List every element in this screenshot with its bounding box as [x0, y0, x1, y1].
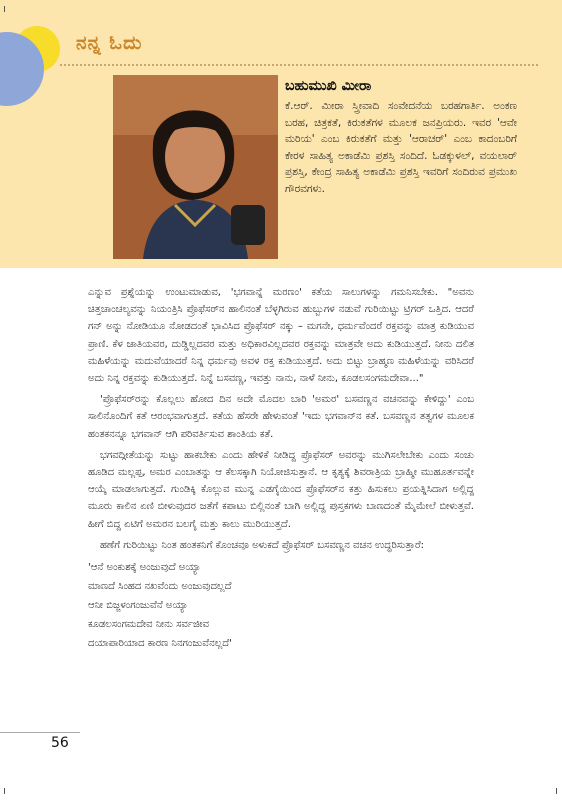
poem-line: ಮಾಣದೆ ಸಿಂಹದ ನಖವೆಂದು ಅಂಜುವುದಲ್ಲದೆ — [88, 581, 232, 593]
poem-line: ಕೂಡಲಸಂಗಮದೇವ ನೀನು ಸರ್ವಜೀವ — [88, 619, 210, 631]
vachana-poem — [88, 558, 474, 653]
portrait-icon — [113, 75, 278, 259]
poem-line: ದಯಾಪಾರಿಯಾದ ಕಾರಣ ನಿನಗಂಜುವೆನಲ್ಲದೆ' — [88, 638, 232, 650]
dotted-divider — [60, 64, 538, 66]
paragraph-1: ಎನ್ನುವ ಪ್ರಶ್ನೆಯನ್ನು ಉಂಟುಮಾಡುವ, 'ಭಗವಾನ್ನೆ ಮರಣಂ' ಕತೆಯ ಸಾಲುಗಳನ್ನು ಗಮನಿಸಬೇಕು. "ಅವನು ಚಿತ್ತಚಾಂಚಲ್ಯವನ್ನು ನಿಯಂತ್ರಿಸಿ ಪ್ರೊಫೆಸರ್‌ನ ಹಾಲಿನಂತೆ ಬೆಳ್ಳಗಿರುವ ಹುಬ್ಬುಗಳ ನಡುವೆ ಗುರಿಯಿಟ್ಟು ಟ್ರಿಗರ್ ಒತ್ತಿದ. ಆದರೆ ಗನ್ ಅನ್ನು ನೋಡಿಯೂ ನೋಡದಂತೆ ಭಾವಿಸಿದ ಪ್ರೊಫೆಸರ್ ನಕ್ಕು – ಮಗನೇ, ಧರ್ಮವೆಂದರೆ ರಕ್ತವನ್ನು ಮಾತ್ರ ಕುಡಿಯುವ ಪ್ರಾಣಿ. ಕೆಳ ಜಾತಿಯವರ, ದುಡ್ಡಿಲ್ಲದವರ ಮತ್ತು ಅಧಿಕಾರವಿಲ್ಲದವರ ರಕ್ತವನ್ನು ಮಾತ್ರವೇ ಅದು ಕುಡಿಯುತ್ತದೆ. ನೀನು ದಲಿತ ಮಹಿಳೆಯನ್ನು ಮದುವೆಯಾದರೆ ನಿನ್ನ ಧರ್ಮವು ಅವಳ ರಕ್ತ ಕುಡಿಯುತ್ತದೆ. ಅದು ಬಿಟ್ಟು ಬ್ರಾಹ್ಮಣ ಮಹಿಳೆಯನ್ನು ವರಿಸಿದರೆ ಅದು ನಿನ್ನ ರಕ್ತವನ್ನು ಕುಡಿಯುತ್ತದೆ. ನಿನ್ನೆ ಬಸವಣ್ಣ, ಇವತ್ತು ನಾನು, ನಾಳೆ ನೀನು, ಕೂಡಲಸಂಗಮದೇವಾ..." — [88, 287, 474, 385]
profile-bio: ಕೆ.ಆರ್. ಮೀರಾ ಸ್ತ್ರೀವಾದಿ ಸಂವೇದನೆಯ ಬರಹಗಾರ್ತಿ. ಅಂಕಣ ಬರಹ, ಚಿತ್ರಕತೆ, ಕಿರುಕತೆಗಳ ಮೂಲಕ ಜನಪ್ರಿಯರು. ಇವರ 'ಆವೇ ಮರಿಯ' ಎಂಬ ಕಿರುಕತೆಗೆ ಮತ್ತು 'ಆರಾಚರ್' ಎಂಬ ಕಾದಂಬರಿಗೆ ಕೇರಳ ಸಾಹಿತ್ಯ ಅಕಾಡೆಮಿ ಪ್ರಶಸ್ತಿ ಸಂದಿದೆ. ಓಡಕ್ಕುಳಲ್, ವಯಲಾರ್ ಪ್ರಶಸ್ತಿ, ಕೇಂದ್ರ ಸಾಹಿತ್ಯ ಅಕಾಡೆಮಿ ಪ್ರಶಸ್ತಿ ಇವರಿಗೆ ಸಂದಿರುವ ಪ್ರಮುಖ ಗೌರವಗಳು. — [285, 100, 517, 195]
crop-mark — [556, 788, 557, 794]
portrait-photo — [113, 75, 278, 259]
page-number: 56 — [51, 735, 69, 751]
paragraph-2: 'ಪ್ರೊಫೆಸರ್‌ರನ್ನು ಕೊಲ್ಲಲು ಹೋದ ದಿನ ಅದೇ ಮೊದಲ ಬಾರಿ 'ಅಮರ' ಬಸವಣ್ಣನ ವಚನವನ್ನು ಕೇಳಿದ್ದು' ಎಂಬ ಸಾಲಿನೊಂದಿಗೆ ಕತೆ ಆರಂಭವಾಗುತ್ತದೆ. ಕತೆಯ ಹೆಸರೇ ಹೇಳುವಂತೆ 'ಇದು ಭಗವಾನ್‌ನ ಕತೆ. ಬಸವಣ್ಣನ ತತ್ವಗಳ ಮೂಲಕ ಹಂತಕನನ್ನೂ ಭಗವಾನ್ ಆಗಿ ಪರಿವರ್ತಿಸುವ ಶಾಂತಿಯ ಕತೆ. — [88, 394, 474, 440]
paragraph-4: ಹಣೆಗೆ ಗುರಿಯಿಟ್ಟು ನಿಂತ ಹಂತಕನಿಗೆ ಕೊಂಚವೂ ಅಳುಕದೆ ಪ್ರೊಫೆಸರ್ ಬಸವಣ್ಣನ ವಚನ ಉದ್ಧರಿಸುತ್ತಾರೆ: — [100, 539, 425, 551]
article-body — [88, 284, 474, 653]
crop-mark — [4, 6, 5, 12]
section-title: ನನ್ನ ಓದು — [76, 32, 143, 54]
profile-name: ಬಹುಮುಖಿ ಮೀರಾ — [285, 78, 372, 94]
paragraph-3: ಭಗವದ್ಗೀತೆಯನ್ನು ಸುಟ್ಟು ಹಾಕಬೇಕು ಎಂದು ಹೇಳಿಕೆ ನೀಡಿದ್ದ ಪ್ರೊಫೆಸರ್ ಅವರನ್ನು ಮುಗಿಸಲೇಬೇಕು ಎಂದು ಸಂಚು ಹೂಡಿದ ಮಲ್ಲಪ್ಪ, ಅಮರ ಎಂಬಾತನ್ನು ಆ ಕೆಲಸಕ್ಕಾಗಿ ನಿಯೋಜಿಸುತ್ತಾನೆ. ಆ ಕೃತ್ಯಕ್ಕೆ ಶಿವರಾತ್ರಿಯ ಬ್ರಾಹ್ಮೀ ಮುಹೂರ್ತವನ್ನೇ ಆಯ್ಕೆ ಮಾಡಲಾಗುತ್ತದೆ. ಗುಂಡಿಕ್ಕಿ ಕೊಲ್ಲುವ ಮುನ್ನ ಎಡಗೈಯಿಂದ ಪ್ರೊಫೆಸರ್‌ನ ಕತ್ತು ಹಿಸುಕಲು ಪ್ರಯತ್ನಿಸಿದಾಗ ಅಲ್ಲಿದ್ದ ಮೂರು ಕಾಲಿನ ಏಣಿ ಬೀಳುವುದರ ಜತೆಗೆ ಕಪಾಟು ಬಿಲ್ಲಿನಂತೆ ಬಾಗಿ ಅಲ್ಲಿದ್ದ ಪುಸ್ತಕಗಳು ಬಾಣದಂತೆ ಮೈಮೇಲೆ ಬೀಳುತ್ತವೆ. ಹೀಗೆ ಬಿದ್ದ ಏಟಿಗೆ ಅಮರನ ಬಲಗೈ ಮತ್ತು ಕಾಲು ಮುರಿಯುತ್ತದೆ. — [88, 449, 474, 530]
poem-line: 'ಆನೆ ಅಂಕುಶಕ್ಕೆ ಅಂಜುವುದೆ ಅಯ್ಯಾ — [88, 562, 202, 574]
crop-mark — [4, 788, 5, 794]
poem-line: ಆನೀ ಬಿಜ್ಜಳಂಗಂಜುವೆನೆ ಅಯ್ಯಾ — [88, 600, 189, 612]
page-number-rule — [0, 732, 80, 733]
